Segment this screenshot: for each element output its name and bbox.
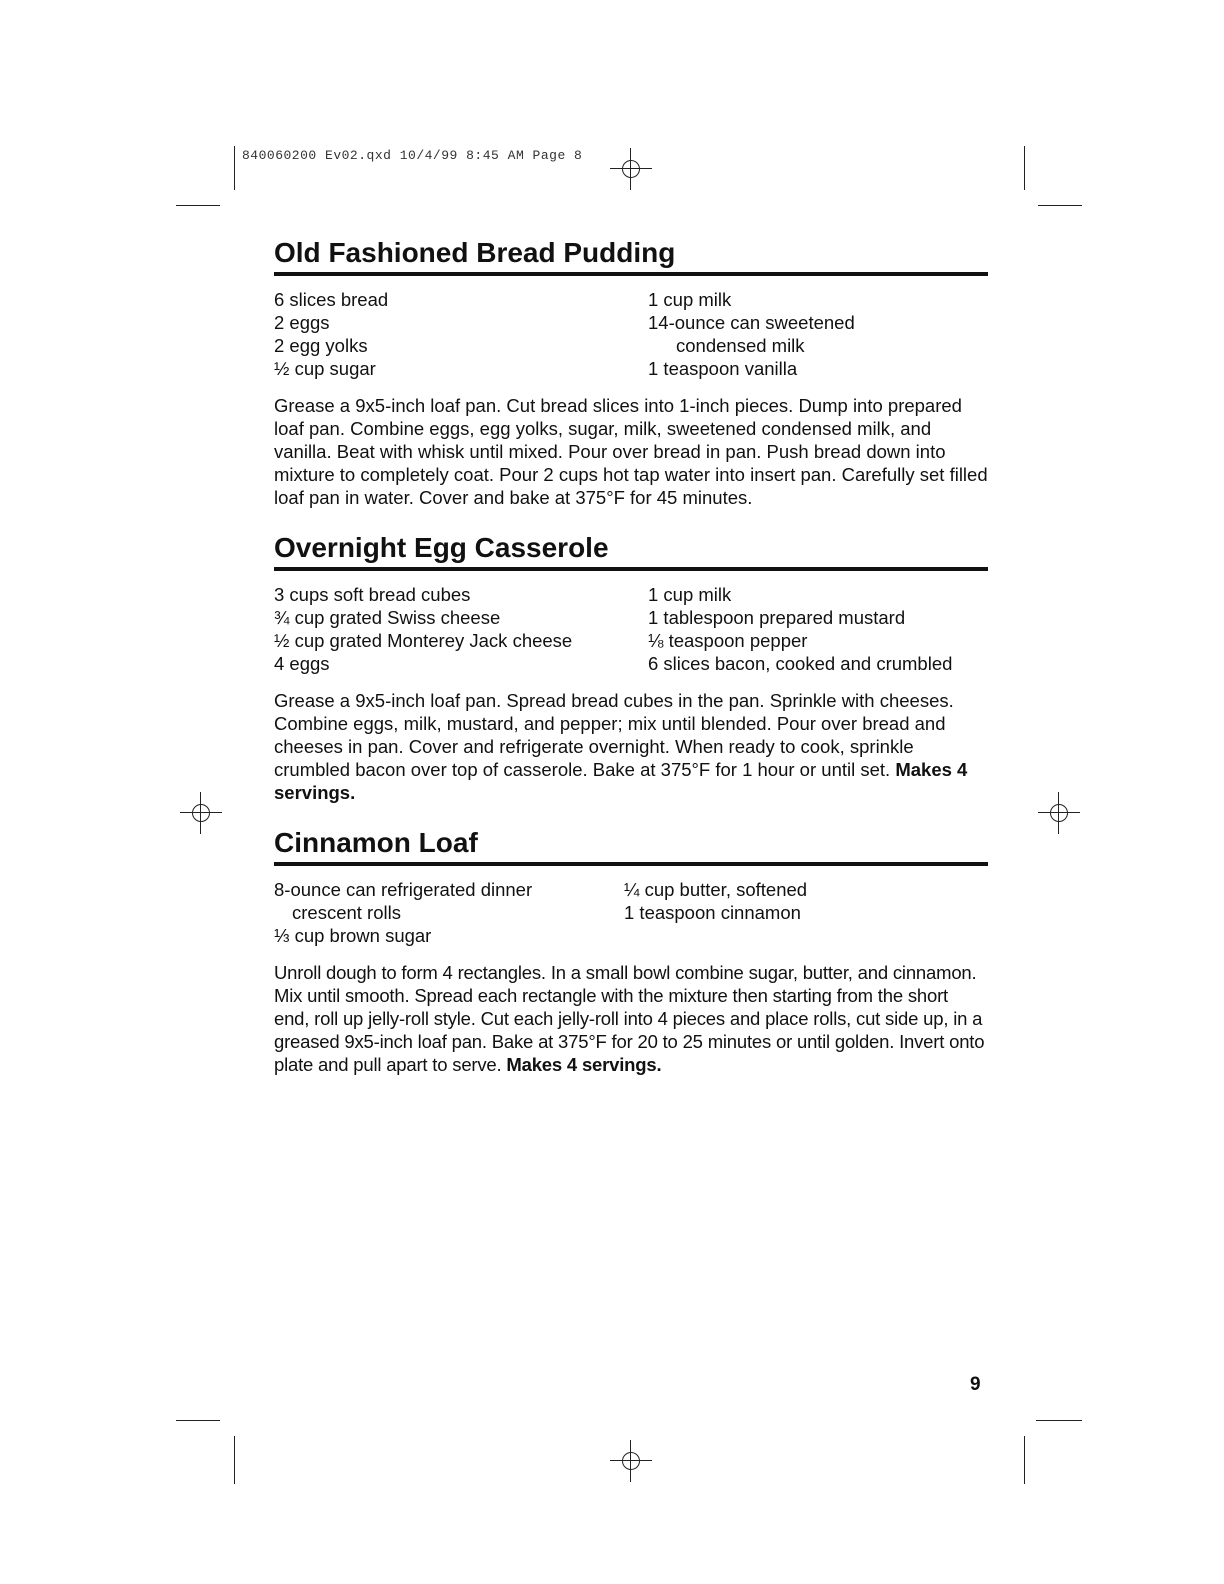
directions-text: Unroll dough to form 4 rectangles. In a small bowl combine sugar, butter, and cinnamon. Mix until smooth. Spread each rectangle with the mixture then starting from the short end, roll up jelly-roll style. Cut each jelly-roll into 4 pieces and place rolls, cut side up, in a greased 9x5-inch loaf pan. Bake at 375°F for 20 to 25 minutes or until golden. Invert onto plate and pull apart to serve. [274, 962, 985, 1075]
crop-mark-top-left-horizontal [176, 205, 220, 206]
ingredient: ½ cup sugar [274, 358, 376, 379]
recipe-directions [274, 394, 988, 509]
recipe-cinnamon-loaf [274, 826, 988, 1076]
recipe-title: Cinnamon Loaf [274, 826, 988, 866]
crop-mark-bottom-left-horizontal [176, 1420, 220, 1421]
ingredient-continued: condensed milk [676, 335, 805, 356]
directions-text: Grease a 9x5-inch loaf pan. Spread bread cubes in the pan. Sprinkle with cheeses. Combine eggs, milk, mustard, and pepper; mix until blended. Pour over bread and cheeses in pan. Cover and refrigerate overnight. When ready to cook, sprinkle crumbled bacon over top of casserole. Bake at 375°F for 1 hour or until set. [274, 690, 954, 780]
recipe-title: Old Fashioned Bread Pudding [274, 236, 988, 276]
ingredient: 6 slices bread [274, 289, 389, 310]
ingredient: 1 teaspoon vanilla [648, 358, 798, 379]
ingredient-list [274, 288, 988, 380]
ingredient: ¾ cup grated Swiss cheese [274, 607, 501, 628]
crop-mark-top-right-vertical [1024, 146, 1025, 190]
ingredient: 3 cups soft bread cubes [274, 584, 471, 605]
ingredient-continued: crescent rolls [292, 902, 401, 923]
ingredient: 6 slices bacon, cooked and crumbled [648, 653, 953, 674]
registration-mark-right [1038, 792, 1080, 834]
ingredient-column-right [648, 288, 988, 380]
ingredient: 1 cup milk [648, 289, 732, 310]
ingredient-column-right [648, 583, 988, 675]
registration-mark-bottom [610, 1440, 652, 1482]
print-slug: 840060200 Ev02.qxd 10/4/99 8:45 AM Page 8 [242, 148, 583, 163]
servings: Makes 4 servings. [274, 759, 968, 803]
ingredient: ⅛ teaspoon pepper [648, 630, 808, 651]
recipe-bread-pudding [274, 236, 988, 509]
crop-mark-bottom-right-horizontal [1036, 1420, 1082, 1421]
page-number: 9 [970, 1374, 981, 1395]
recipe-content [274, 236, 988, 1098]
ingredient: ½ cup grated Monterey Jack cheese [274, 630, 573, 651]
ingredient: 1 tablespoon prepared mustard [648, 607, 906, 628]
ingredient: 1 teaspoon cinnamon [624, 902, 801, 923]
ingredient-column-left [274, 878, 624, 947]
crop-mark-bottom-left-vertical [234, 1436, 235, 1484]
crop-mark-bottom-right-vertical [1024, 1436, 1025, 1484]
crop-mark-top-left-vertical [234, 146, 235, 190]
directions-text: Grease a 9x5-inch loaf pan. Cut bread slices into 1-inch pieces. Dump into prepared loaf pan. Combine eggs, egg yolks, sugar, milk, sweetened condensed milk, and vanilla. Beat with whisk until mixed. Pour over bread in pan. Push bread down into mixture to completely coat. Pour 2 cups hot tap water into insert pan. Carefully set filled loaf pan in water. Cover and bake at 375°F for 45 minutes. [274, 395, 988, 508]
ingredient: 14-ounce can sweetened [648, 312, 855, 333]
ingredient-column-left [274, 288, 648, 380]
registration-mark-left [180, 792, 222, 834]
recipe-egg-casserole [274, 531, 988, 804]
ingredient: ¼ cup butter, softened [624, 879, 808, 900]
ingredient-list [274, 583, 988, 675]
ingredient: 2 egg yolks [274, 335, 368, 356]
ingredient-column-left [274, 583, 648, 675]
ingredient-list [274, 878, 988, 947]
ingredient: 2 eggs [274, 312, 330, 333]
ingredient: 4 eggs [274, 653, 330, 674]
ingredient-column-right [624, 878, 964, 947]
servings: Makes 4 servings. [506, 1054, 662, 1075]
recipe-directions [274, 961, 988, 1076]
ingredient: 8-ounce can refrigerated dinner [274, 879, 533, 900]
ingredient: ⅓ cup brown sugar [274, 925, 432, 946]
ingredient: 1 cup milk [648, 584, 732, 605]
recipe-directions [274, 689, 988, 804]
registration-mark-top [610, 148, 652, 190]
crop-mark-top-right-horizontal [1038, 205, 1082, 206]
recipe-title: Overnight Egg Casserole [274, 531, 988, 571]
